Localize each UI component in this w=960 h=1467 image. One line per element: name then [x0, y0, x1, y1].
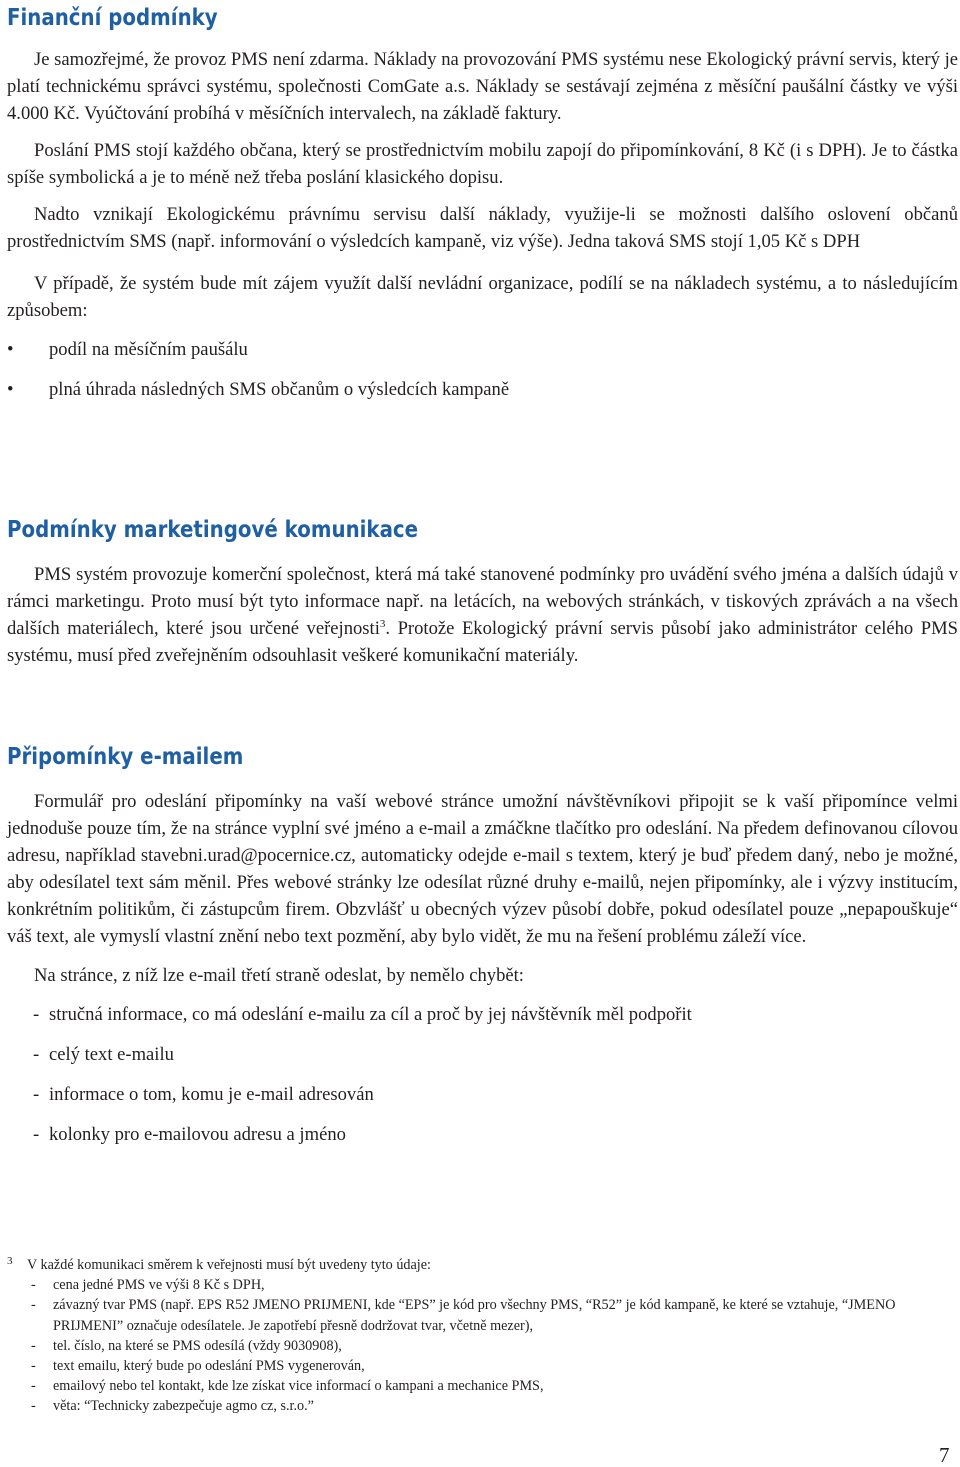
section-email-body — [7, 788, 958, 1161]
bullet-list — [7, 336, 958, 403]
section-financni-body — [7, 46, 958, 416]
footnote-list — [7, 1275, 937, 1416]
footnote-item: - věta: “Technicky zabezpečuje agmo cz, s.r.o.” — [27, 1396, 937, 1416]
paragraph-text: PMS systém provozuje komerční společnost, která má také stanovené podmínky pro uvádění svého jména a dalších údajů v rámci marketingu. Proto musí být tyto informace např. na letácích, na webových stránkách, v tiskových zprávách a na všech dalších materiálech, které jsou určené veřejnosti — [7, 564, 958, 639]
list-item: - stručná informace, co má odeslání e-mailu za cíl a proč by jej návštěvník měl podpořit — [7, 1001, 958, 1028]
dash-list — [7, 1001, 958, 1148]
heading-financni-podminky: Finanční podmínky — [7, 5, 218, 31]
footnote-head: V každé komunikaci směrem k veřejnosti musí být uvedeny tyto údaje: — [27, 1257, 431, 1273]
page-number: 7 — [939, 1443, 950, 1467]
paragraph: Poslání PMS stojí každého občana, který se prostřednictvím mobilu zapojí do připomínkování, 8 Kč (i s DPH). Je to částka spíše symbolická a je to méně než třeba poslání klasického dopisu. — [7, 140, 958, 188]
paragraph: Je samozřejmé, že provoz PMS není zdarma. Náklady na provozování PMS systému nese Ekologický právní servis, který je platí technickému správci systému, společnosti ComGate a.s. Náklady se sestávají zejména z měsíční paušální částky ve výši 4.000 Kč. Vyúčtování probíhá v měsíčních intervalech, na základě faktury. — [7, 49, 958, 124]
footnote-ref: 3 — [379, 617, 386, 630]
paragraph: V případě, že systém bude mít zájem využít další nevládní organizace, podílí se na nákladech systému, a to následujícím způsobem: — [7, 273, 958, 321]
footnote-item: - text emailu, který bude po odeslání PMS vygenerován, — [27, 1356, 937, 1376]
list-item: - kolonky pro e-mailovou adresu a jméno — [7, 1121, 958, 1148]
list-item: • plná úhrada následných SMS občanům o výsledcích kampaně — [7, 376, 958, 403]
footnote-item: - cena jedné PMS ve výši 8 Kč s DPH, — [27, 1275, 937, 1295]
list-item: • podíl na měsíčním paušálu — [7, 336, 958, 363]
footnote-number: 3 — [7, 1255, 13, 1267]
list-item: - informace o tom, komu je e-mail adresován — [7, 1081, 958, 1108]
paragraph-text: . Protože Ekologický právní servis působí jako administrátor celého PMS systému, musí před zveřejněním odsouhlasit veškeré komunikační materiály. — [7, 618, 958, 666]
paragraph: Formulář pro odeslání připomínky na vaší webové stránce umožní návštěvníkovi připojit se k vaší připomínce velmi jednoduše pouze tím, že na stránce vyplní své jméno a e-mail a zmáčkne tlačítko pro odeslání. Na předem definovanou cílovou adresu, například stavebni.urad@pocernice.cz, automaticky odejde e-mail s textem, který je buď předem daný, nebo je možné, aby odesílatel text sám měnil. Přes webové stránky lze odesílat různé druhy e-mailů, nejen připomínky, ale i výzvy institucím, konkrétním politikům, či zástupcům firem. Obzvlášť u obecných výzev působí dobře, pokud odesílatel pouze „nepapouškuje“ váš text, ale vymyslí vlastní znění nebo text pozmění, aby bylo vidět, že mu na řešení problému záleží více. — [7, 791, 958, 947]
section-marketing-body — [7, 561, 958, 669]
heading-marketing: Podmínky marketingové komunikace — [7, 517, 419, 543]
footnote-item: - emailový nebo tel kontakt, kde lze získat vice informací o kampani a mechanice PMS, — [27, 1376, 937, 1396]
paragraph: Na stránce, z níž lze e-mail třetí straně odeslat, by nemělo chybět: — [34, 965, 524, 986]
list-item: - celý text e-mailu — [7, 1041, 958, 1068]
heading-email: Připomínky e-mailem — [7, 744, 244, 770]
footnote-item: - tel. číslo, na které se PMS odesílá (vždy 9030908), — [27, 1336, 937, 1356]
paragraph — [7, 561, 958, 669]
footnote-item: - závazný tvar PMS (např. EPS R52 JMENO PRIJMENI, kde “EPS” je kód pro všechny PMS, “R52” je kód kampaně, ke které se vztahuje, “JMENO PRIJMENI” označuje odesílatele. Je zapotřebí přesně dodržovat tvar, včetně mezer), — [27, 1295, 937, 1335]
footnote — [7, 1255, 937, 1417]
paragraph: Nadto vznikají Ekologickému právnímu servisu další náklady, využije-li se možnosti dalšího oslovení občanů prostřednictvím SMS (např. informování o výsledcích kampaně, viz výše). Jedna taková SMS stojí 1,05 Kč s DPH — [7, 204, 958, 252]
